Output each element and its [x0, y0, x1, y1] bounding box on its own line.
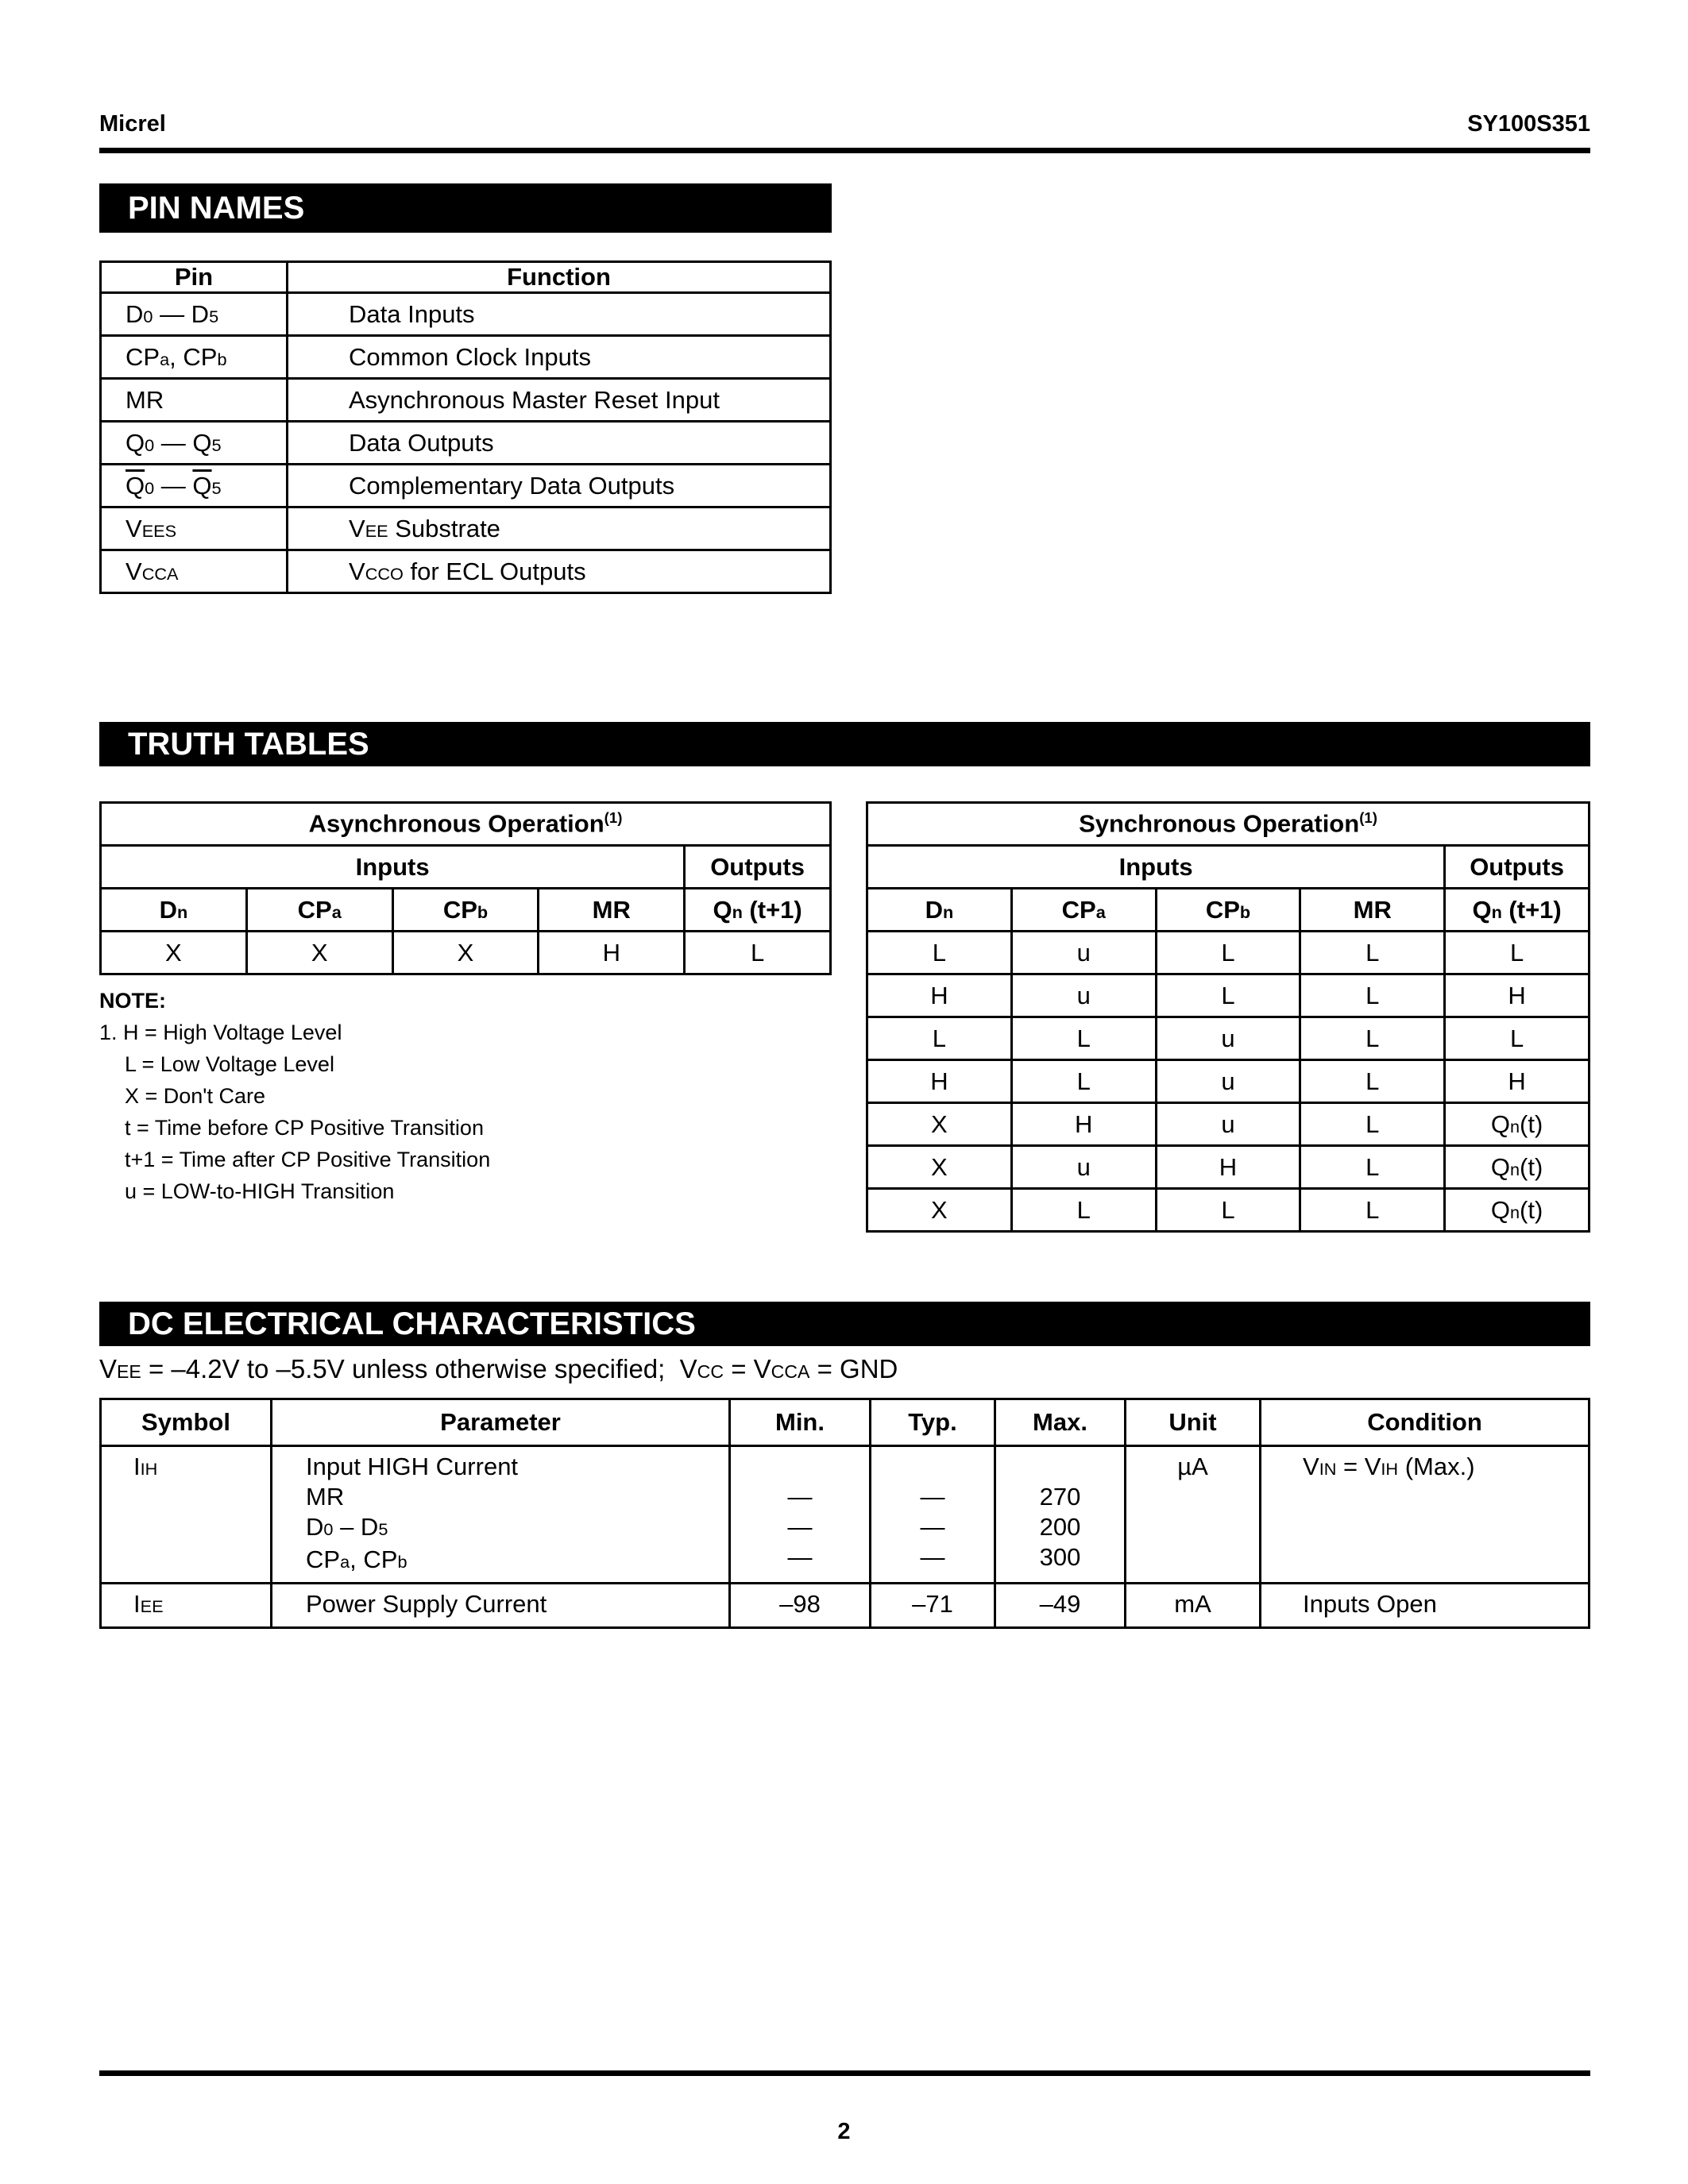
- unit-cell: µA: [1126, 1446, 1261, 1584]
- table-row: [101, 507, 831, 550]
- table-row: [867, 1103, 1590, 1146]
- table-cell: u: [1156, 1103, 1300, 1146]
- table-cell: L: [1300, 974, 1445, 1017]
- table-cell: L: [1445, 932, 1590, 974]
- table-row: [101, 379, 831, 422]
- table-title-row: [101, 803, 831, 846]
- note-line: u = LOW-to-HIGH Transition: [125, 1179, 395, 1203]
- table-cell: L: [1156, 1189, 1300, 1232]
- table-row: [867, 1189, 1590, 1232]
- pin-names-table: [99, 260, 832, 594]
- dc-condition: VEE = –4.2V to –5.5V unless otherwise specified; VCC = VCCA = GND: [99, 1354, 898, 1383]
- function-cell: Common Clock Inputs: [288, 336, 831, 379]
- col-header-cpa: CPa: [246, 889, 392, 932]
- parameter-line: Input HIGH Current: [306, 1453, 519, 1480]
- function-cell: Data Inputs: [288, 293, 831, 336]
- outputs-label: Outputs: [685, 846, 831, 889]
- col-header-dn: Dn: [867, 889, 1012, 932]
- table-cell: L: [1300, 1060, 1445, 1103]
- table-row: [101, 465, 831, 507]
- unit-cell: mA: [1126, 1584, 1261, 1628]
- pin-cell: D0 — D5: [101, 293, 288, 336]
- table-cell: L: [1445, 1017, 1590, 1060]
- table-cell: L: [1300, 1103, 1445, 1146]
- symbol-cell: IEE: [101, 1584, 272, 1628]
- table-row: [867, 974, 1590, 1017]
- col-header-cpb: CPb: [1156, 889, 1300, 932]
- table-cell: u: [1011, 1146, 1156, 1189]
- col-header-pin: Pin: [101, 262, 288, 293]
- table-cell: L: [1300, 932, 1445, 974]
- condition-cell: VIN = VIH (Max.): [1261, 1446, 1590, 1584]
- table-cell: X: [101, 932, 247, 974]
- table-cell: Qn(t): [1445, 1103, 1590, 1146]
- parameter-cell: [272, 1446, 730, 1584]
- truth-tables-heading: TRUTH TABLES: [99, 722, 1590, 766]
- col-header-symbol: Symbol: [101, 1399, 272, 1446]
- sync-truth-table: [866, 801, 1590, 1233]
- table-cell: L: [1300, 1017, 1445, 1060]
- table-title-row: [867, 803, 1590, 846]
- pin-cell: VEES: [101, 507, 288, 550]
- company-name: Micrel: [99, 111, 166, 137]
- table-row: [101, 293, 831, 336]
- table-cell: H: [867, 974, 1012, 1017]
- async-title: Asynchronous Operation$^{(1)}$: [101, 803, 831, 846]
- table-cell: H: [1011, 1103, 1156, 1146]
- col-header-qn: Qn (t+1): [1445, 889, 1590, 932]
- pin-cell: CPa, CPb: [101, 336, 288, 379]
- note-line: 1. H = High Voltage Level: [99, 1021, 342, 1044]
- table-cell: L: [685, 932, 831, 974]
- table-cell: L: [1011, 1189, 1156, 1232]
- table-cell: H: [1445, 974, 1590, 1017]
- function-cell: Data Outputs: [288, 422, 831, 465]
- col-header-cpa: CPa: [1011, 889, 1156, 932]
- pin-cell: MR: [101, 379, 288, 422]
- table-row: [101, 932, 831, 974]
- note-line: t+1 = Time after CP Positive Transition: [125, 1148, 491, 1171]
- table-row: [101, 422, 831, 465]
- inputs-label: Inputs: [867, 846, 1445, 889]
- col-header-condition: Condition: [1261, 1399, 1590, 1446]
- note-line: X = Don't Care: [125, 1084, 265, 1108]
- table-cell: X: [867, 1103, 1012, 1146]
- table-header-row: [101, 889, 831, 932]
- typ-cell: — — —: [871, 1446, 995, 1584]
- function-cell: VCCO for ECL Outputs: [288, 550, 831, 593]
- inputs-label: Inputs: [101, 846, 685, 889]
- col-header-function: Function: [288, 262, 831, 293]
- table-row: [101, 1584, 1590, 1628]
- pin-cell: Q0 — Q5: [101, 422, 288, 465]
- table-cell: H: [539, 932, 685, 974]
- table-cell: H: [1156, 1146, 1300, 1189]
- col-header-unit: Unit: [1126, 1399, 1261, 1446]
- function-cell: VEE Substrate: [288, 507, 831, 550]
- table-header-row: [101, 1399, 1590, 1446]
- col-header-parameter: Parameter: [272, 1399, 730, 1446]
- table-cell: X: [867, 1189, 1012, 1232]
- table-cell: L: [1011, 1060, 1156, 1103]
- table-cell: L: [867, 932, 1012, 974]
- min-cell: –98: [730, 1584, 871, 1628]
- table-cell: Qn(t): [1445, 1189, 1590, 1232]
- table-cell: u: [1011, 974, 1156, 1017]
- col-header-typ: Typ.: [871, 1399, 995, 1446]
- table-cell: u: [1011, 932, 1156, 974]
- table-cell: X: [392, 932, 539, 974]
- col-header-max: Max.: [995, 1399, 1126, 1446]
- table-cell: X: [867, 1146, 1012, 1189]
- pin-names-heading: PIN NAMES: [99, 183, 832, 233]
- parameter-line: MR: [306, 1483, 345, 1511]
- col-header-dn: Dn: [101, 889, 247, 932]
- pin-cell: $\overline{Q}0$ — $\overline{Q}5$: [101, 465, 288, 507]
- table-row: [867, 1017, 1590, 1060]
- table-header-row: [101, 262, 831, 293]
- table-cell: L: [1300, 1189, 1445, 1232]
- col-header-qn: Qn (t+1): [685, 889, 831, 932]
- table-row: [101, 336, 831, 379]
- truth-table-note: [99, 985, 490, 1207]
- table-header-row: [867, 889, 1590, 932]
- col-header-min: Min.: [730, 1399, 871, 1446]
- table-cell: Qn(t): [1445, 1146, 1590, 1189]
- min-cell: — — —: [730, 1446, 871, 1584]
- sync-title: Synchronous Operation$^{(1)}$: [867, 803, 1590, 846]
- header-rule: [99, 148, 1590, 153]
- sync-table-body: [867, 932, 1590, 1232]
- symbol-cell: IIH: [101, 1446, 272, 1584]
- table-cell: L: [867, 1017, 1012, 1060]
- table-cell: X: [246, 932, 392, 974]
- col-header-mr: MR: [1300, 889, 1445, 932]
- page-number: 2: [837, 2119, 851, 2144]
- note-line: t = Time before CP Positive Transition: [125, 1116, 484, 1140]
- table-group-row: [101, 846, 831, 889]
- parameter-line: D0 – D5: [306, 1513, 388, 1541]
- pin-cell: VCCA: [101, 550, 288, 593]
- table-row: [867, 1060, 1590, 1103]
- footer-rule: [99, 2070, 1590, 2076]
- col-header-mr: MR: [539, 889, 685, 932]
- note-line: L = Low Voltage Level: [125, 1052, 334, 1076]
- max-cell: 270 200 300: [995, 1446, 1126, 1584]
- part-number: SY100S351: [1467, 111, 1590, 137]
- async-truth-table: [99, 801, 832, 975]
- condition-cell: Inputs Open: [1261, 1584, 1590, 1628]
- table-row: [867, 932, 1590, 974]
- function-cell: Complementary Data Outputs: [288, 465, 831, 507]
- table-cell: u: [1156, 1060, 1300, 1103]
- dc-characteristics-table: [99, 1398, 1590, 1629]
- typ-cell: –71: [871, 1584, 995, 1628]
- function-cell: Asynchronous Master Reset Input: [288, 379, 831, 422]
- table-cell: H: [1445, 1060, 1590, 1103]
- table-cell: H: [867, 1060, 1012, 1103]
- parameter-cell: Power Supply Current: [272, 1584, 730, 1628]
- max-cell: –49: [995, 1584, 1126, 1628]
- table-group-row: [867, 846, 1590, 889]
- table-cell: L: [1156, 932, 1300, 974]
- table-cell: L: [1011, 1017, 1156, 1060]
- table-row: [101, 550, 831, 593]
- table-cell: L: [1156, 974, 1300, 1017]
- table-row: [867, 1146, 1590, 1189]
- table-row: [101, 1446, 1590, 1584]
- note-label: NOTE:: [99, 989, 166, 1013]
- outputs-label: Outputs: [1445, 846, 1590, 889]
- dc-heading: DC ELECTRICAL CHARACTERISTICS: [99, 1302, 1590, 1346]
- table-cell: u: [1156, 1017, 1300, 1060]
- parameter-line: CPa, CPb: [306, 1545, 408, 1573]
- col-header-cpb: CPb: [392, 889, 539, 932]
- table-cell: L: [1300, 1146, 1445, 1189]
